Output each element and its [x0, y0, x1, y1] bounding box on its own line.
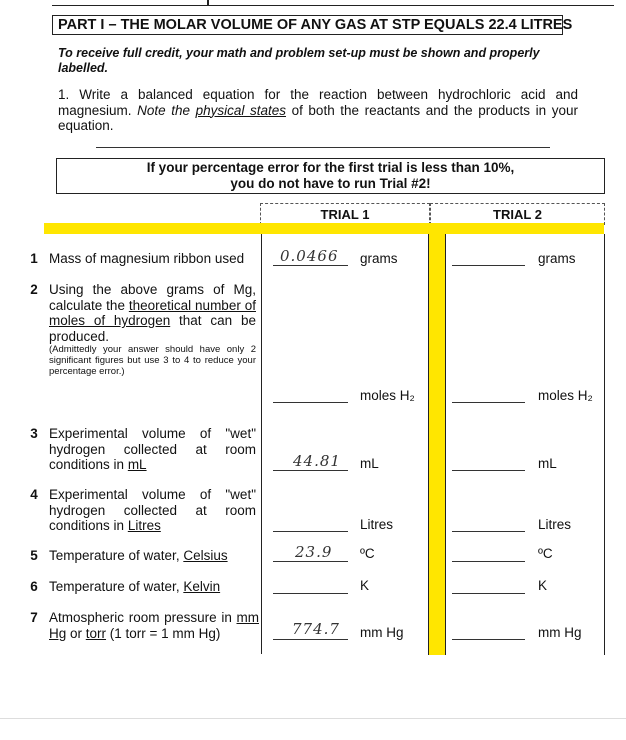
row-5-label: Temperature of water, Celsius — [49, 548, 228, 563]
row-7-trial2-unit: mm Hg — [538, 625, 582, 640]
trial-divider-left — [428, 234, 429, 655]
trial-divider-right — [445, 234, 446, 655]
row-3-label: Experimental volume of "wet" hydrogen collected at room conditions in mL — [49, 426, 256, 472]
row-6-number: 6 — [30, 579, 38, 594]
row-7-label: Atmospheric room pressure in mm Hg or torr (1 torr = 1 mm Hg) — [49, 610, 259, 641]
row-7-trial1-unit: mm Hg — [360, 625, 404, 640]
trial1-left-rule — [261, 234, 262, 654]
row-4-label: Experimental volume of "wet" hydrogen collected at room conditions in Litres — [49, 487, 256, 533]
row-5-number: 5 — [30, 548, 38, 563]
row-2-trial1-unit: moles H₂ — [360, 388, 415, 403]
row-2-label: Using the above grams of Mg, calculate the theoretical number of moles of hydrogen that can be produced. (Admittedly your answer should have only 2 significant figures but use 3 to 4 to reduce your percentage error.) — [49, 282, 256, 377]
top-border — [52, 0, 614, 6]
row-2-number: 2 — [30, 282, 38, 297]
row-5-trial1-unit: ºC — [360, 546, 375, 561]
row-4-trial1-unit: Litres — [360, 517, 394, 532]
header-highlight — [44, 223, 604, 234]
row-6-trial2-blank[interactable] — [452, 593, 525, 594]
row-6-label: Temperature of water, Kelvin — [49, 579, 221, 594]
row-5-trial2-blank[interactable] — [452, 561, 525, 562]
row-7-trial1-value[interactable]: 774.7 — [292, 620, 340, 638]
row-7-trial1-blank[interactable] — [273, 639, 348, 640]
row-1-trial1-unit: grams — [360, 251, 398, 266]
row-4-trial2-blank[interactable] — [452, 531, 525, 532]
equation-answer-line[interactable] — [96, 147, 550, 148]
page-edge — [0, 718, 626, 719]
trial-note: If your percentage error for the first trial is less than 10%, you do not have to run Trial #2! — [56, 158, 605, 194]
row-3-number: 3 — [30, 426, 38, 441]
row-6-trial1-blank[interactable] — [273, 593, 348, 594]
question-1: 1. Write a balanced equation for the reaction between hydrochloric acid and magnesium. Note the physical states of both the reactants and the products in your equation. — [58, 87, 578, 133]
row-6-trial1-unit: K — [360, 578, 370, 593]
row-2-trial2-blank[interactable] — [452, 402, 525, 403]
row-7-trial2-blank[interactable] — [452, 639, 525, 640]
row-1-number: 1 — [30, 251, 38, 266]
row-4-trial2-unit: Litres — [538, 517, 572, 532]
row-1-trial1-blank[interactable] — [273, 265, 348, 266]
row-3-trial2-unit: mL — [538, 456, 557, 471]
row-6-trial2-unit: K — [538, 578, 548, 593]
row-1-trial2-blank[interactable] — [452, 265, 525, 266]
row-5-trial1-value[interactable]: 23.9 — [295, 543, 333, 561]
row-3-trial2-blank[interactable] — [452, 470, 525, 471]
row-5-trial2-unit: ºC — [538, 546, 553, 561]
row-2-trial2-unit: moles H₂ — [538, 388, 593, 403]
trial-divider-highlight — [429, 234, 445, 655]
row-4-trial1-blank[interactable] — [273, 531, 348, 532]
row-1-trial1-value[interactable]: 0.0466 — [280, 247, 339, 265]
row-2-trial1-blank[interactable] — [273, 402, 348, 403]
row-4-number: 4 — [30, 487, 38, 502]
trial-1-header: TRIAL 1 — [260, 203, 430, 225]
row-3-trial1-value[interactable]: 44.81 — [293, 452, 341, 470]
instructions: To receive full credit, your math and problem set-up must be shown and properly labelled. — [58, 46, 540, 75]
row-1-trial2-unit: grams — [538, 251, 576, 266]
row-3-trial1-unit: mL — [360, 456, 379, 471]
row-5-trial1-blank[interactable] — [273, 561, 348, 562]
trial2-right-rule — [604, 234, 605, 655]
row-3-trial1-blank[interactable] — [273, 470, 348, 471]
part-title: PART I – THE MOLAR VOLUME OF ANY GAS AT STP EQUALS 22.4 LITRES — [52, 15, 563, 35]
trial-2-header: TRIAL 2 — [430, 203, 605, 225]
row-7-number: 7 — [30, 610, 38, 625]
row-1-label: Mass of magnesium ribbon used — [49, 251, 245, 266]
